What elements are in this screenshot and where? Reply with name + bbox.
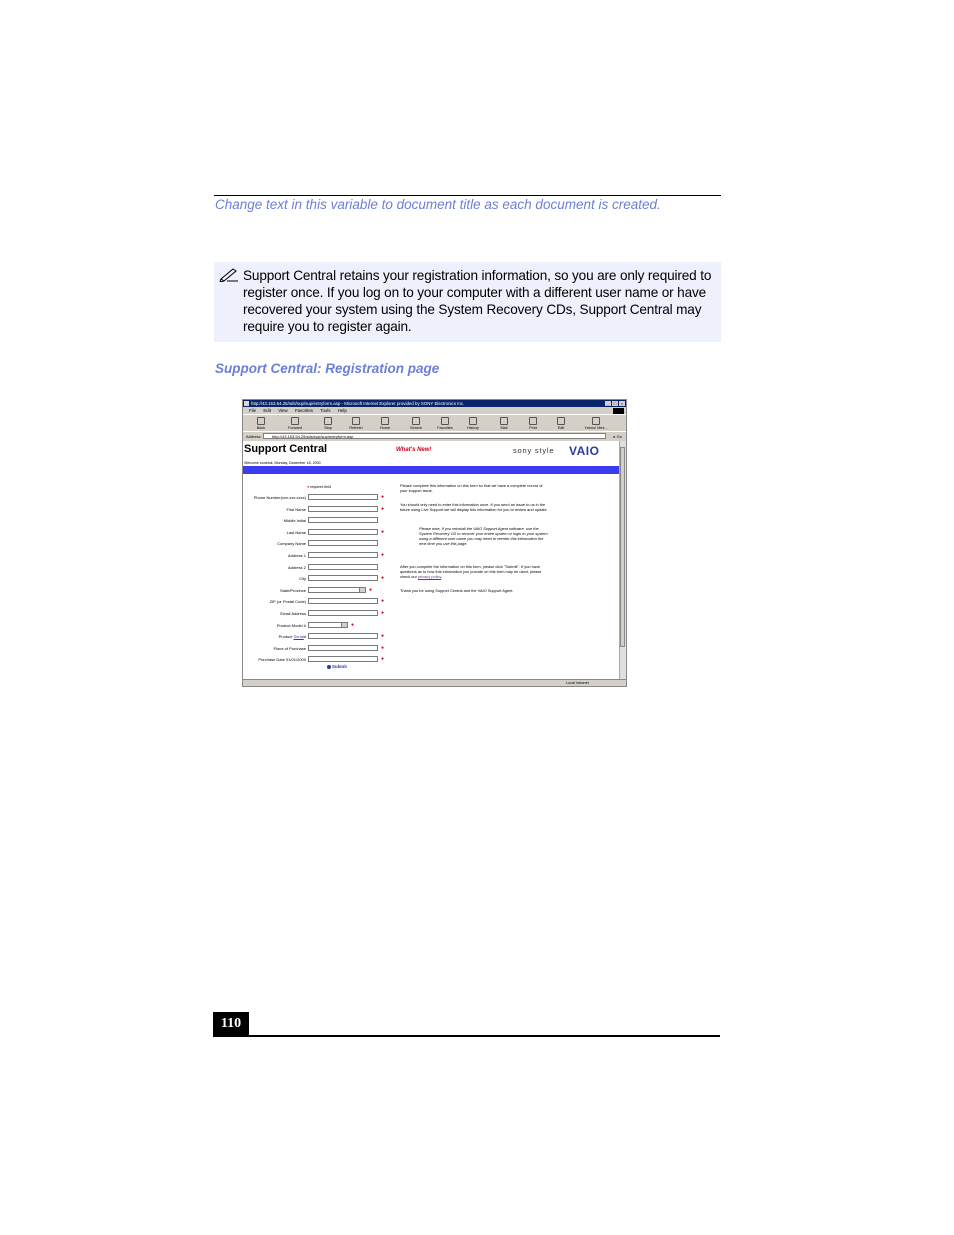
text-field[interactable]	[308, 598, 378, 604]
required-dot-icon: ●	[351, 621, 355, 628]
print-icon	[529, 417, 537, 425]
close-icon[interactable]: ×	[620, 401, 624, 406]
pencil-note-icon	[219, 266, 239, 282]
welcome-text: Welcome sonetuk, Monday, December 18, 2000	[244, 461, 321, 465]
form-row	[243, 622, 393, 630]
menu-view[interactable]: View	[278, 408, 288, 413]
field-label: Purchase Date 01/01/2000	[258, 657, 306, 663]
menu-edit[interactable]: Edit	[263, 408, 271, 413]
vertical-scrollbar[interactable]	[619, 441, 626, 681]
menu-bar	[243, 407, 626, 414]
required-dot-icon: ●	[381, 610, 385, 616]
window-title: http://43.153.54.25/sds/sup/sup/entryform.asp - Microsoft Internet Explorer provided by SONY Electronics Inc.	[251, 401, 465, 406]
text-field[interactable]	[308, 540, 378, 546]
info-paragraph-4: After you complete the information on this form, please click "Submit". If you have questions as to how this information you provide on this form may be used, please check our privacy policy.	[400, 564, 542, 579]
back-button[interactable]: Back	[251, 417, 271, 430]
field-label: Phone Number(xxx-xxx-xxxx)	[253, 495, 306, 500]
back-icon	[257, 417, 265, 425]
field-label: Product Serial#	[278, 634, 306, 640]
privacy-policy-link[interactable]: privacy policy	[417, 574, 442, 579]
info-paragraph-2: You should only need to enter this information once. If you send an issue to us in the future using Live Support we will display this information for you to review and update.	[400, 502, 548, 512]
info-paragraph-1: Please complete this information on this form so that we have a complete record of your support issue.	[400, 483, 543, 493]
form-row	[243, 656, 393, 664]
stop-icon	[324, 417, 332, 425]
address-label: Address	[246, 434, 261, 439]
submit-button[interactable]: Submit	[327, 664, 347, 669]
running-title: Change text in this variable to document title as each document is created.	[215, 197, 661, 212]
print-button[interactable]: Print	[523, 417, 543, 430]
field-label: First Name	[286, 506, 306, 512]
menu-tools[interactable]: Tools	[320, 408, 331, 413]
address-bar	[243, 431, 626, 441]
form-row	[243, 517, 393, 525]
messenger-icon	[592, 417, 600, 425]
required-dot-icon: ●	[369, 586, 373, 593]
header-rule	[214, 195, 721, 196]
field-label: Place of Purchase	[273, 645, 306, 651]
text-field[interactable]	[308, 494, 378, 500]
field-label: Address 2	[287, 564, 306, 570]
form-row	[243, 552, 393, 560]
required-dot-icon: ●	[381, 598, 385, 605]
form-row	[243, 575, 393, 583]
form-row	[243, 598, 393, 606]
edit-button[interactable]: Edit	[551, 417, 571, 430]
mail-icon	[500, 417, 508, 425]
page-number: 110	[213, 1012, 249, 1035]
yahoo-messenger-button[interactable]: Yahoo! Mes...	[583, 417, 609, 430]
security-zone: Local intranet	[566, 681, 589, 685]
submit-icon	[327, 665, 331, 669]
required-dot-icon: ●	[381, 575, 385, 582]
field-label: Last Name	[286, 529, 306, 535]
maximize-icon[interactable]: □	[613, 401, 617, 406]
field-label: City	[299, 576, 306, 582]
history-button[interactable]: History	[463, 417, 483, 430]
edit-icon	[557, 417, 565, 425]
form-row	[243, 494, 393, 502]
note-text: Support Central retains your registration information, so you are only required to register once. If you log on to your computer with a different user name or have recovered your system using the System Recovery CDs, Support Central may require you to register again.	[243, 268, 712, 334]
search-icon	[412, 417, 420, 425]
mail-button[interactable]: Mail	[494, 417, 514, 430]
form-row	[243, 506, 393, 514]
minimize-icon[interactable]: _	[606, 401, 610, 406]
required-dot-icon: ●	[381, 656, 385, 663]
history-icon	[469, 417, 477, 425]
select-field[interactable]	[308, 622, 348, 628]
text-field[interactable]	[308, 517, 378, 523]
required-dot-icon: ●	[381, 528, 385, 535]
menu-favorites[interactable]: Favorites	[294, 408, 313, 413]
required-dot-icon: ●	[381, 633, 385, 640]
form-row	[243, 564, 393, 572]
field-label: Email Address	[280, 611, 306, 616]
text-field[interactable]	[308, 610, 378, 616]
form-row	[243, 645, 393, 653]
scroll-thumb[interactable]	[620, 447, 625, 647]
field-label: State/Province	[279, 587, 306, 593]
go-button[interactable]: ▸ Go	[613, 434, 622, 439]
field-label: ZIP (or Postal Code)	[269, 599, 306, 605]
refresh-icon	[352, 417, 360, 425]
text-field[interactable]	[308, 633, 378, 639]
favorites-icon	[441, 417, 449, 425]
ie-icon	[244, 401, 249, 406]
field-label: Middle Initial	[283, 518, 306, 524]
text-field[interactable]	[308, 575, 378, 581]
required-dot-icon: ●	[381, 505, 385, 512]
select-field[interactable]	[308, 587, 366, 593]
footer-rule	[213, 1035, 720, 1037]
form-row	[243, 540, 393, 548]
registration-screenshot	[242, 399, 627, 687]
required-dot-icon: ●	[381, 552, 385, 558]
forward-button[interactable]: Forward	[285, 417, 305, 430]
page-title: Support Central	[244, 443, 328, 455]
forward-icon	[291, 417, 299, 425]
text-field[interactable]	[308, 564, 378, 570]
serial-link[interactable]: Serial	[293, 634, 304, 640]
form-row	[243, 610, 393, 618]
text-field[interactable]	[308, 529, 378, 535]
blue-band	[243, 466, 621, 474]
form-row	[243, 633, 393, 641]
search-button[interactable]: Search	[406, 417, 426, 430]
menu-help[interactable]: Help	[337, 408, 347, 413]
field-label: Address 1	[287, 553, 306, 558]
whats-new-link[interactable]: What's New!	[396, 447, 432, 453]
figure-caption: Support Central: Registration page	[215, 361, 440, 376]
info-paragraph-3: Please note, if you reinstall the VAIO Support Agent software, use the System Recovery CD to recover your entire system or login to your system using a different user name you may need to reenter this information the next time you use this page.	[419, 526, 548, 546]
status-bar	[243, 679, 626, 686]
sony-style-logo: sony style	[513, 446, 555, 455]
required-dot-icon: ●	[381, 494, 385, 500]
window-controls	[605, 401, 625, 406]
text-field[interactable]	[308, 645, 378, 651]
text-field[interactable]	[308, 552, 378, 558]
refresh-button[interactable]: Refresh	[346, 417, 366, 430]
required-note: ● required field	[307, 485, 331, 489]
field-label: Product Model #	[276, 622, 306, 628]
text-field[interactable]	[308, 506, 378, 512]
window-titlebar	[243, 400, 626, 407]
browser-toolbar	[243, 414, 626, 431]
form-row	[243, 587, 393, 595]
menu-file[interactable]: File	[249, 408, 257, 413]
home-button[interactable]: Home	[375, 417, 395, 430]
form-row	[243, 529, 393, 537]
required-dot-icon: ●	[381, 644, 385, 651]
vaio-logo: VAIO	[569, 444, 600, 458]
stop-button[interactable]: Stop	[318, 417, 338, 430]
text-field[interactable]	[308, 656, 378, 662]
info-paragraph-5: Thank you for using Support Central and the VAIO Support Agent.	[400, 588, 514, 593]
home-icon	[381, 417, 389, 425]
favorites-button[interactable]: Favorites	[435, 417, 455, 430]
address-input[interactable]: http://43.153.54.25/sds/sup/sup/entryform.asp	[263, 433, 606, 439]
web-page	[243, 441, 621, 681]
note-box	[214, 262, 721, 342]
field-label: Company Name	[277, 541, 306, 547]
